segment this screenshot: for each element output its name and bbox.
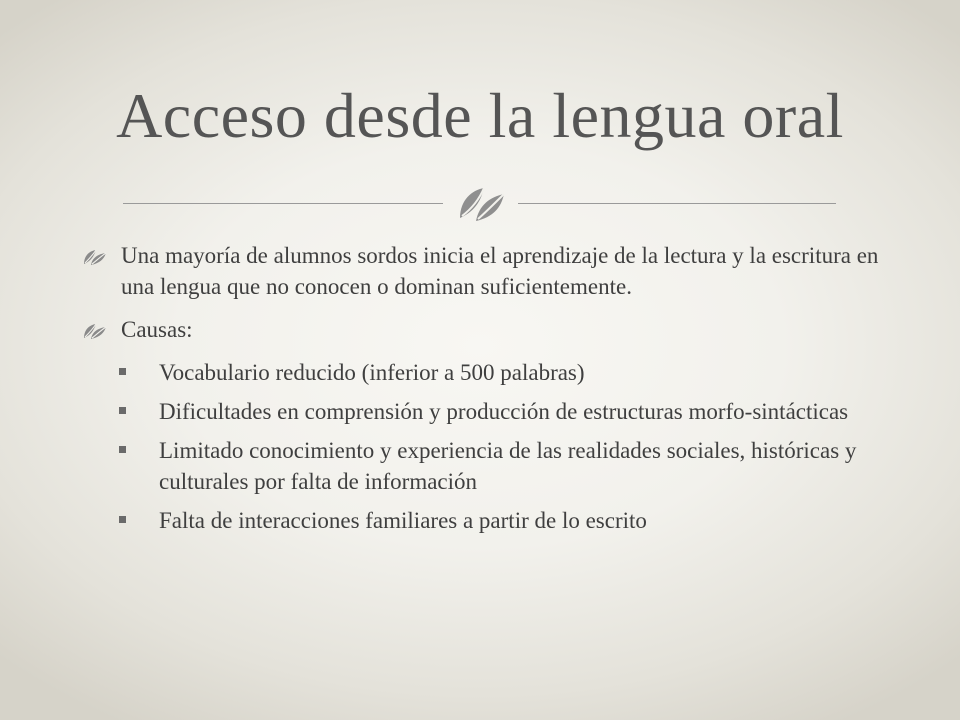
bullet-text: Causas: xyxy=(121,317,193,342)
sub-bullet-text: Vocabulario reducido (inferior a 500 palabras) xyxy=(159,360,585,385)
sub-bullet-item xyxy=(82,505,882,536)
leaf-bullet-icon xyxy=(82,321,108,341)
divider-line-right xyxy=(518,203,836,204)
sub-bullet-text: Limitado conocimiento y experiencia de las realidades sociales, históricas y culturales por falta de información xyxy=(159,438,857,494)
sub-bullet-item xyxy=(82,357,882,388)
square-bullet-icon xyxy=(119,446,126,453)
bullet-item xyxy=(82,240,882,302)
divider-line-left xyxy=(123,203,443,204)
bullet-text: Una mayoría de alumnos sordos inicia el aprendizaje de la lectura y la escritura en una lengua que no conocen o dominan suficientemente. xyxy=(121,243,879,299)
sub-bullet-text: Falta de interacciones familiares a partir de lo escrito xyxy=(159,508,647,533)
sub-bullet-text: Dificultades en comprensión y producción de estructuras morfo-sintácticas xyxy=(159,399,849,424)
square-bullet-icon xyxy=(119,407,126,414)
square-bullet-icon xyxy=(119,516,126,523)
sub-bullet-item xyxy=(82,435,882,497)
leaf-ornament-icon xyxy=(450,180,514,226)
bullet-item xyxy=(82,314,882,345)
slide-title: Acceso desde la lengua oral xyxy=(116,80,844,151)
leaf-bullet-icon xyxy=(82,247,108,267)
sub-bullet-item xyxy=(82,396,882,427)
square-bullet-icon xyxy=(119,368,126,375)
slide-body xyxy=(82,240,882,544)
